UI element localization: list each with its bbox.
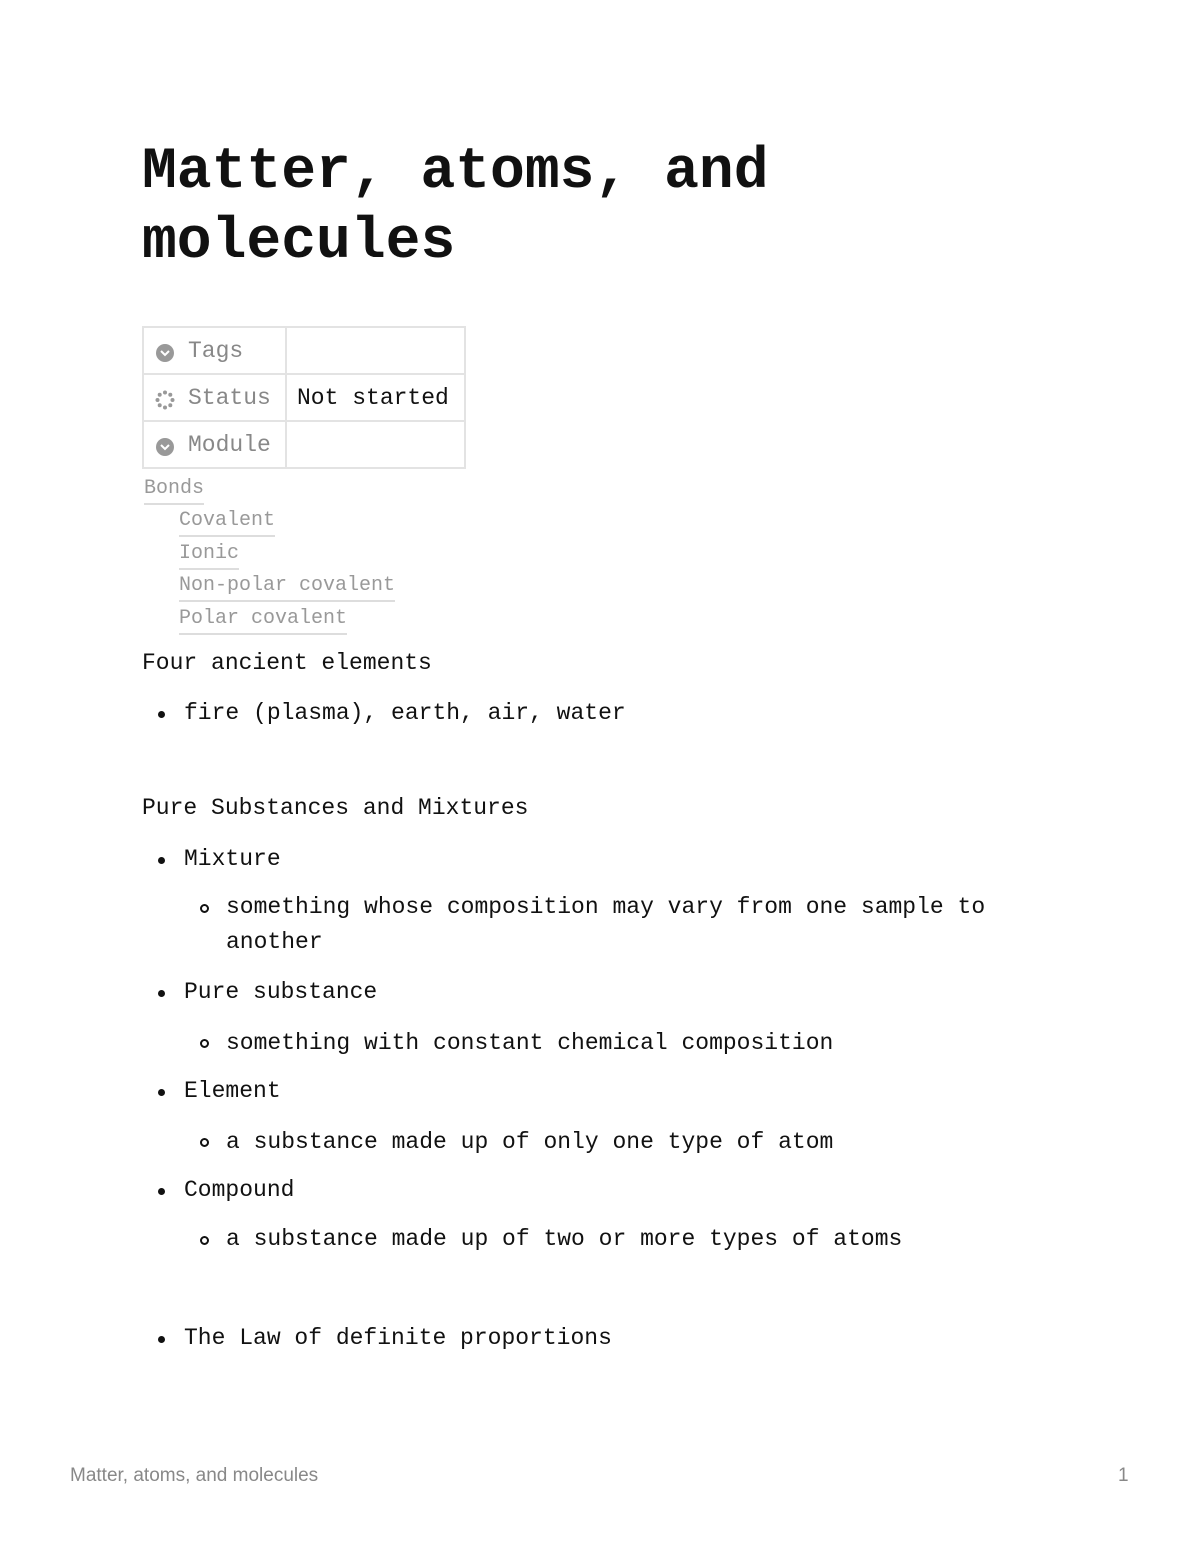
section-heading-ancient-elements: Four ancient elements	[142, 650, 432, 676]
list-item-definition: a substance made up of two or more types of atoms	[226, 1226, 903, 1252]
list-item-definition: something with constant chemical composition	[226, 1030, 834, 1056]
bullet-dot	[158, 1336, 165, 1343]
properties-table	[142, 326, 466, 469]
list-item-definition: something whose composition may vary from one sample to another	[226, 894, 986, 955]
toc-link-ionic[interactable]: Ionic	[179, 542, 239, 570]
list-item-term: Element	[184, 1078, 281, 1104]
property-value[interactable]: Not started	[286, 374, 465, 421]
footer-page-number: 1	[1118, 1465, 1129, 1486]
list-item-term: Pure substance	[184, 979, 378, 1005]
sub-bullet-circle	[200, 904, 209, 913]
bullet-dot	[158, 990, 165, 997]
toc-link-bonds[interactable]: Bonds	[144, 477, 204, 505]
list-item-term: Mixture	[184, 846, 281, 872]
tag-icon	[155, 343, 175, 363]
toc-link-polar-covalent[interactable]: Polar covalent	[179, 607, 347, 635]
page-title: Matter, atoms, and molecules	[142, 140, 769, 275]
toc-link-covalent[interactable]: Covalent	[179, 509, 275, 537]
property-row-tags	[143, 327, 465, 374]
list-item-term: Compound	[184, 1177, 295, 1203]
bullet-dot	[158, 1188, 165, 1195]
status-loader-icon	[155, 390, 175, 410]
bullet-dot	[158, 1089, 165, 1096]
property-row-status	[143, 374, 465, 421]
list-item: The Law of definite proportions	[184, 1325, 612, 1351]
footer-title: Matter, atoms, and molecules	[70, 1465, 319, 1486]
property-value[interactable]	[286, 421, 465, 468]
sub-bullet-circle	[200, 1039, 209, 1048]
bullet-dot	[158, 857, 165, 864]
property-name: Module	[188, 431, 271, 458]
toc-link-non-polar-covalent[interactable]: Non-polar covalent	[179, 574, 395, 602]
property-name: Status	[188, 384, 271, 411]
property-value[interactable]	[286, 327, 465, 374]
list-item-definition: a substance made up of only one type of atom	[226, 1129, 834, 1155]
property-name: Tags	[188, 337, 244, 364]
section-heading-pure-substances: Pure Substances and Mixtures	[142, 795, 529, 821]
tag-icon	[155, 437, 175, 457]
property-row-module	[143, 421, 465, 468]
bullet-dot	[158, 711, 165, 718]
sub-bullet-circle	[200, 1236, 209, 1245]
list-item: fire (plasma), earth, air, water	[184, 700, 626, 726]
sub-bullet-circle	[200, 1138, 209, 1147]
